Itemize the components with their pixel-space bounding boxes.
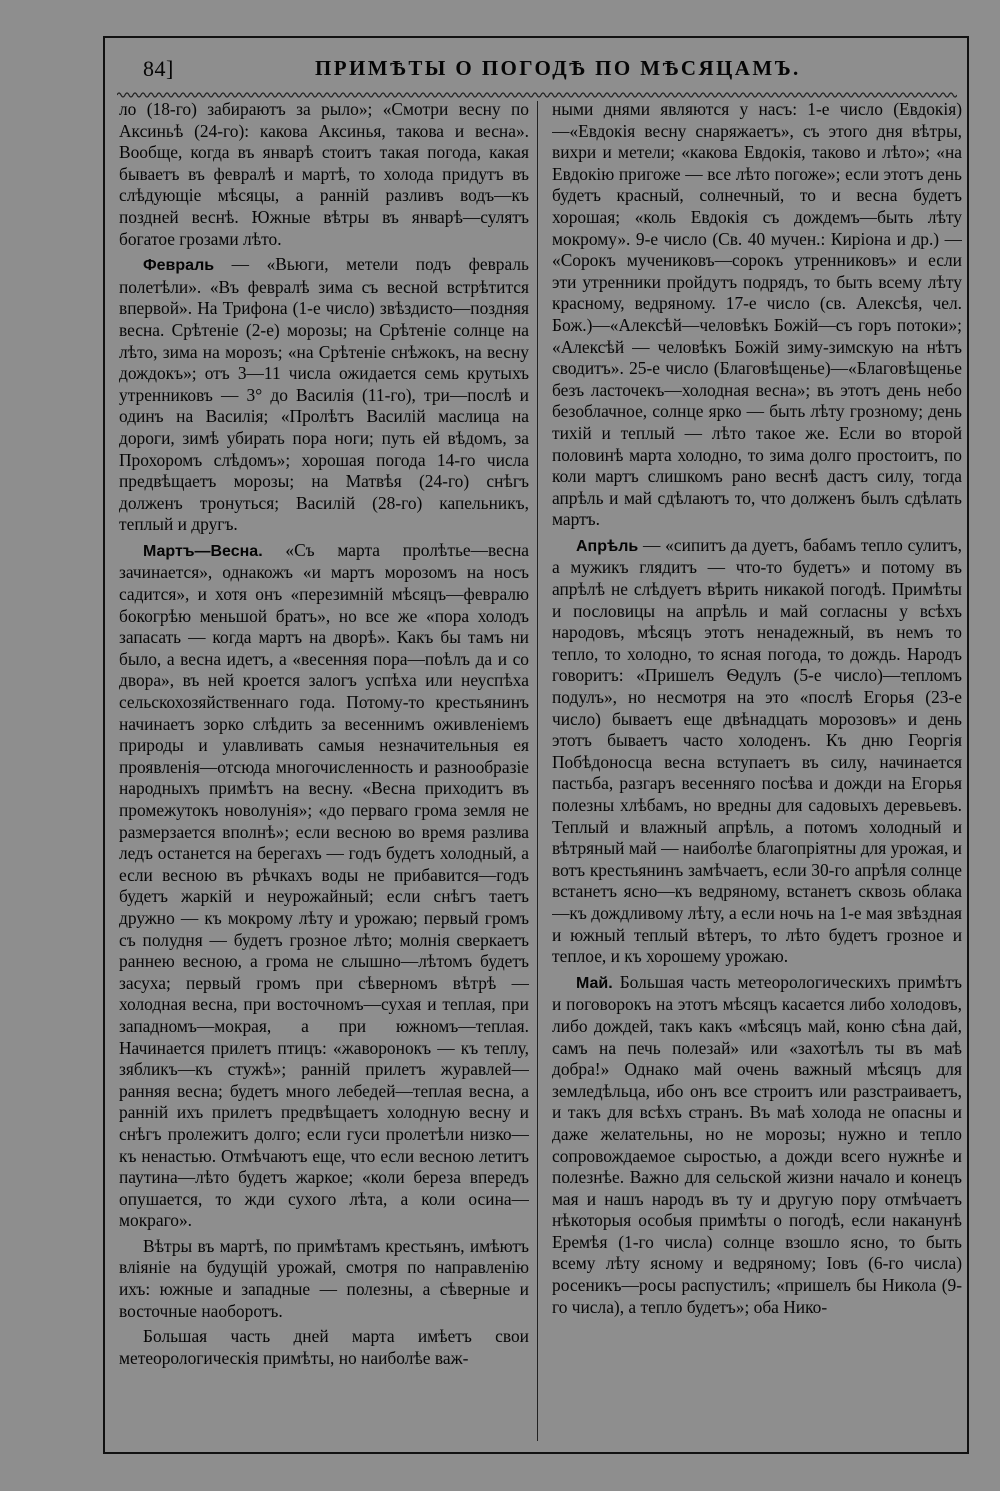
paragraph-march: Мартъ—Весна. «Съ марта пролѣтье—весна зачинается», однакожъ «и мартъ морозомъ на носъ садится», и хотя онъ «перезимній мѣсяцъ—февралю бокогрѣю меньшой братъ», но все же «пора холодъ запасать — когда мартъ на дворѣ». Какъ бы тамъ ни было, а весна идетъ, а «весенняя пора—поѣлъ да и со двора», въ ней кроется залогъ успѣха или неуспѣха сельскохозяйственнаго года. Потому-то крестьянинъ начинаетъ зорко слѣдить за весеннимъ оживленіемъ природы и улавливать самыя незначительныя ея проявленія—отсюда многочисленность и разнообразіе народныхъ примѣтъ на весну. «Весна приходитъ въ промежутокъ новолунія»; «до перваго грома земля не размерзается вполнѣ»; если весною во время разлива ледъ останется на берегахъ — годъ будетъ холодный, а если весною въ рѣчкахъ воды не прибавится—годъ будетъ жаркій и неурожайный; если снѣгъ таетъ дружно — къ мокрому лѣту и урожаю; первый громъ съ полудня — будетъ грозное лѣто; молнія сверкаетъ раннею весною, а грома не слышно—лѣтомъ будетъ засуха; первый громъ при сѣверномъ вѣтрѣ — холодная весна, при восточномъ—сухая и теплая, при западномъ—мокрая, а при южномъ—теплая. Начинается прилетъ птицъ: «жаворонокъ — къ теплу, зябликъ—къ стужѣ»; ранній прилетъ журавлей—ранняя весна; будетъ много лебедей—теплая весна, а ранній ихъ прилетъ предвѣщаетъ холодную весну и снѣгъ пролежитъ долго; если гуси пролетѣли низко—къ ненастью. Отмѣчаютъ еще, что если весною летитъ паутина—лѣто будетъ жаркое; «коли береза впередъ опушается, то жди сухого лѣта, а коли осина—мокраго».	[119, 539, 529, 1231]
page-number: 84]	[143, 56, 174, 81]
book-page	[103, 36, 969, 1454]
right-column	[552, 99, 962, 1445]
section-lead-may: Май.	[576, 974, 613, 992]
column-divider	[537, 101, 538, 1441]
section-lead-april: Апрѣль	[576, 537, 639, 555]
paragraph-april: Апрѣль — «сипитъ да дуетъ, бабамъ тепло сулитъ, а мужикъ глядитъ — что-то будетъ» и потому въ апрѣлѣ не слѣдуетъ вѣрить никакой погодѣ. Примѣты и пословицы на апрѣль и май согласны у всѣхъ народовъ, мѣсяцъ этотъ ненадежный, въ немъ то тепло, то холодно, то ясная погода, то дождь. Народъ говоритъ: «Пришелъ Ѳедулъ (5-е число)—тепломъ подулъ», но несмотря на это «послѣ Егорья (23-е число) бываетъ еще двѣнадцать морозовъ» и день этотъ бываетъ часто холоденъ. Къ дню Георгія Побѣдоносца весна вступаетъ въ силу, начинается пастьба, разгаръ весенняго посѣва и дожди на Егорья полезны хлѣбамъ, но вредны для садовыхъ деревьевъ. Теплый и влажный апрѣль, а потомъ холодный и вѣтряный май — наиболѣе благопріятны для урожая, и вотъ крестьянинъ замѣчаетъ, если 30-го апрѣля солнце встанетъ ясно—къ ведряному, встанетъ сквозь облака—къ дождливому лѣту, а если ночь на 1-е мая звѣздная и южный теплый вѣтеръ, то лѣто будетъ грозное и теплое, и къ хорошему урожаю.	[552, 534, 962, 967]
paragraph-february: Февраль — «Вьюги, метели подъ февраль полетѣли». «Въ февралѣ зима съ весной встрѣтится впервой». На Трифона (1-е число) звѣздисто—поздняя весна. Срѣтеніе (2-е) морозы; на Срѣтеніе солнце на лѣто, зима на морозъ; «на Срѣтеніе снѣжокъ, на весну дождокъ»; отъ 3—11 числа ожидается семь крутыхъ утренниковъ — 3° до Василія (11-го), три—послѣ и одинъ на Василія; «Пролѣтъ Василій маслица на дороги, зимѣ убирать пора ноги; путь ей вѣдомъ, за Прохоромъ слѣдомъ»; хорошая погода 14-го числа предвѣщаетъ морозы; на Матвѣя (24-го) снѣгъ долженъ тронуться; Василій (28-го) капельникъ, теплый и другъ.	[119, 254, 529, 535]
paragraph-march-days: Большая часть дней марта имѣетъ свои метеорологическія примѣты, но наиболѣе важ-	[119, 1326, 529, 1368]
paragraph-continuation: ло (18-го) забираютъ за рыло»; «Смотри весну по Аксиньѣ (24-го): какова Аксинья, такова и весна». Вообще, когда въ январѣ стоитъ такая погода, какая бываетъ въ февралѣ и мартѣ, то холода придутъ въ слѣдующіе мѣсяцы, а ранній разливъ водъ—къ поздней веснѣ. Южные вѣтры въ январѣ—сулятъ богатое грозами лѣто.	[119, 99, 529, 249]
paragraph-march-dates: ными днями являются у насъ: 1-е число (Евдокія)—«Евдокія весну снаряжаетъ», съ этого дня вѣтры, вихри и метели; «какова Евдокія, таково и лѣто»; «на Евдокію пригоже — все лѣто погоже»; если этотъ день будетъ красный, солнечный, то и весна будетъ хорошая; «коль Евдокія съ дождемъ—быть лѣту мокрому». 9-е число (Св. 40 мучен.: Киріона и др.) — «Сорокъ мучениковъ—сорокъ утренниковъ» и если эти утренники пройдутъ подрядъ, то быть всему лѣту красному, ведряному. 17-е число (св. Алексѣя, чел. Бож.)—«Алексѣй—человѣкъ Божій—съ горъ потоки»; «Алексѣй — человѣкъ Божій зиму-зимскую на нѣтъ сводитъ». 25-е число (Благовѣщенье)—«Благовѣщенье безъ ласточекъ—холодная весна»; въ этотъ день небо безоблачное, солнце ярко — быть лѣту грозному; день тихій и теплый — лѣто такое же. Если во второй половинѣ марта холодно, то зима долго простоитъ, по коли мартъ слишкомъ рано веснѣ дастъ силу, тогда апрѣль и май сдѣлаютъ то, что долженъ былъ сдѣлать мартъ.	[552, 99, 962, 530]
section-lead-february: Февраль	[143, 257, 215, 275]
paragraph-march-winds: Вѣтры въ мартѣ, по примѣтамъ крестьянъ, имѣютъ вліяніе на будущій урожай, смотря по направленію ихъ: южные и западные — полезны, а сѣверные и восточные наоборотъ.	[119, 1235, 529, 1321]
left-column	[119, 99, 529, 1445]
page-header	[105, 52, 967, 82]
running-title: ПРИМѢТЫ О ПОГОДѢ ПО МѢСЯЦАМЪ.	[315, 56, 801, 80]
paragraph-may: Май. Большая часть метеорологическихъ примѣтъ и поговорокъ на этотъ мѣсяцъ касается либо холодовъ, либо дождей, такъ какъ «мѣсяцъ май, коню сѣна дай, самъ на печь полезай» или «захотѣлъ ты въ маѣ добра!» Однако май очень важный мѣсяцъ для земледѣльца, ибо онъ все строитъ или разстраиваетъ, и такъ для всѣхъ странъ. Въ маѣ холода не опасны и даже желательны, но не морозы; нужно и тепло сопровождаемое сыростью, а дожди всего нужнѣе и полезнѣе. Важно для сельской жизни начало и конецъ мая и нашъ народъ въ ту и другую пору отмѣчаетъ нѣкоторыя особыя примѣты о погодѣ, если наканунѣ Еремѣя (1-го числа) солнце взошло ясно, то быть всему лѣту ясному и ведряному; Іовъ (6-го числа) росеникъ—росы распустилъ; «пришелъ бы Никола (9-го числа), а тепло будетъ»; оба Нико-	[552, 971, 962, 1317]
section-lead-march: Мартъ—Весна.	[143, 542, 263, 560]
